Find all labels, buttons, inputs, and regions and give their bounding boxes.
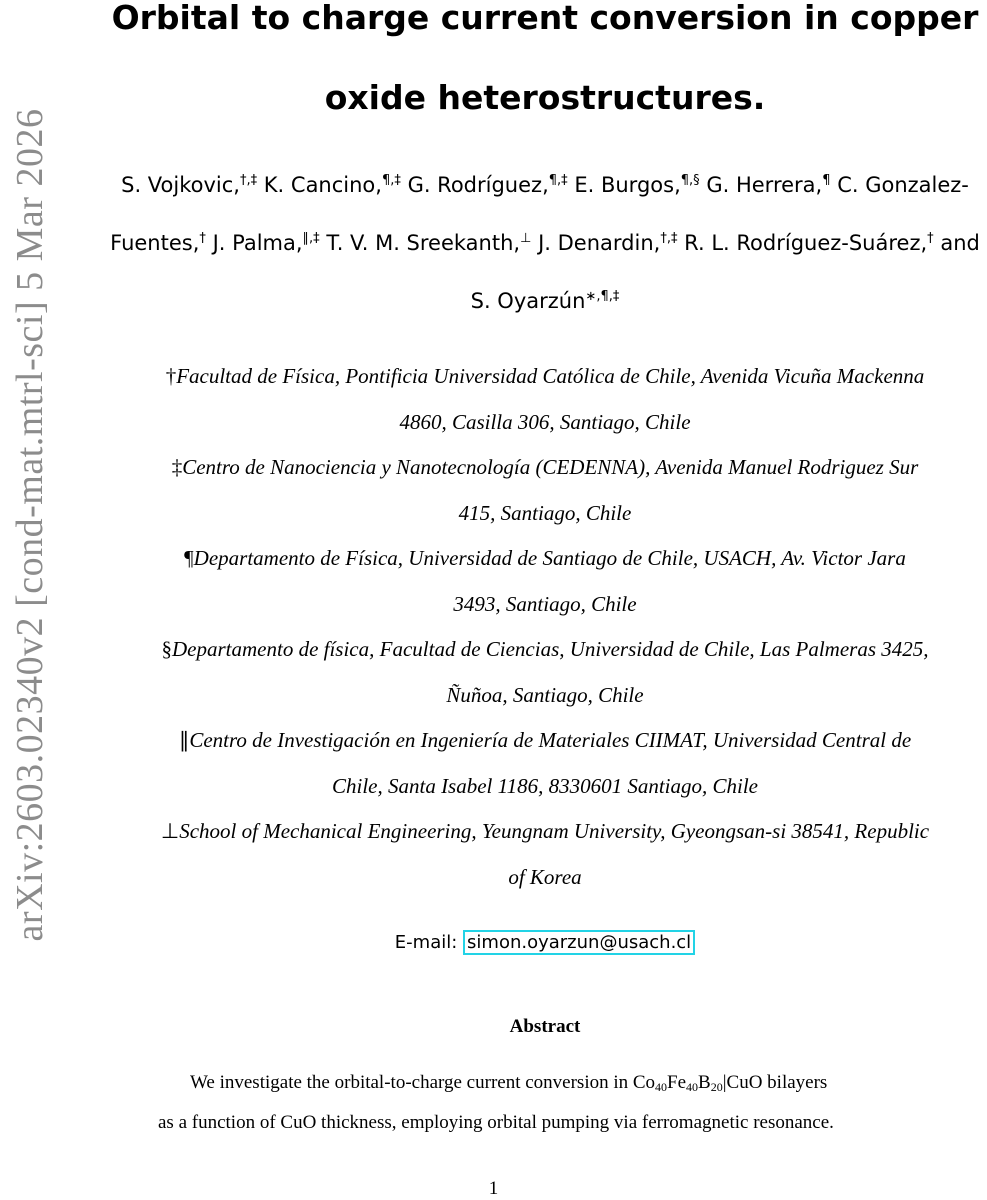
contact-email [110,932,980,953]
author-list [110,156,980,330]
author: and S. Oyarzún∗,¶,‡ [470,231,980,313]
affiliation: †Facultad de Física, Pontificia Universidad Católica de Chile, Avenida Vicuña Mackenna 4860, Casilla 306, Santiago, Chile [165,364,925,434]
affiliation: ‡Centro de Nanociencia y Nanotecnología (CEDENNA), Avenida Manuel Rodriguez Sur 415, Santiago, Chile [171,455,919,525]
abstract-line: We investigate the orbital-to-charge current conversion in $Co_{40}Fe_{40}B_{20}|CuO$ bilayers [190,1072,828,1094]
arxiv-sidebar [0,0,60,1200]
author: G. Rodríguez,¶,‡ [407,173,568,197]
paper-page [110,0,980,1143]
author: T. V. M. Sreekanth,⊥ [326,231,532,255]
title-line-1: Orbital to charge current conversion in copper [111,0,979,37]
page-number: 1 [488,1178,499,1199]
author: E. Burgos,¶,§ [574,173,700,197]
affiliation: §Departamento de física, Facultad de Ciencias, Universidad de Chile, Las Palmeras 3425, Ñuñoa, Santiago, Chile [161,637,929,707]
author: G. Herrera,¶ [706,173,831,197]
email-link[interactable]: simon.oyarzun@usach.cl [463,930,695,955]
paper-title [110,0,980,138]
arxiv-identifier: arXiv:2603.02340v2 [cond-mat.mtrl-sci] 5 Mar 2026 [9,108,51,942]
author: J. Palma,∥,‡ [212,231,320,255]
email-label: E-mail: [394,932,458,953]
affiliation: ¶Departamento de Física, Universidad de Santiago de Chile, USACH, Av. Victor Jara 3493, Santiago, Chile [184,546,906,616]
affiliation: ⊥School of Mechanical Engineering, Yeungnam University, Gyeongsan-si 38541, Republic of Korea [160,819,930,889]
abstract-text [158,1063,948,1143]
affiliation: ∥Centro de Investigación en Ingeniería de Materiales CIIMAT, Universidad Central de Chile, Santa Isabel 1186, 8330601 Santiago, Chile [178,728,912,798]
author: R. L. Rodríguez-Suárez,† [684,231,934,255]
author: S. Vojkovic,†,‡ [121,173,258,197]
author: C. Gonzalez-Fuentes,† [110,173,969,255]
abstract-line: as a function of CuO thickness, employing orbital pumping via ferromagnetic resonance. [158,1112,834,1133]
abstract-heading: Abstract [509,1016,581,1037]
title-line-2: oxide heterostructures. [324,78,766,117]
affiliation-list [110,354,980,900]
author: J. Denardin,†,‡ [538,231,678,255]
author: K. Cancino,¶,‡ [263,173,401,197]
